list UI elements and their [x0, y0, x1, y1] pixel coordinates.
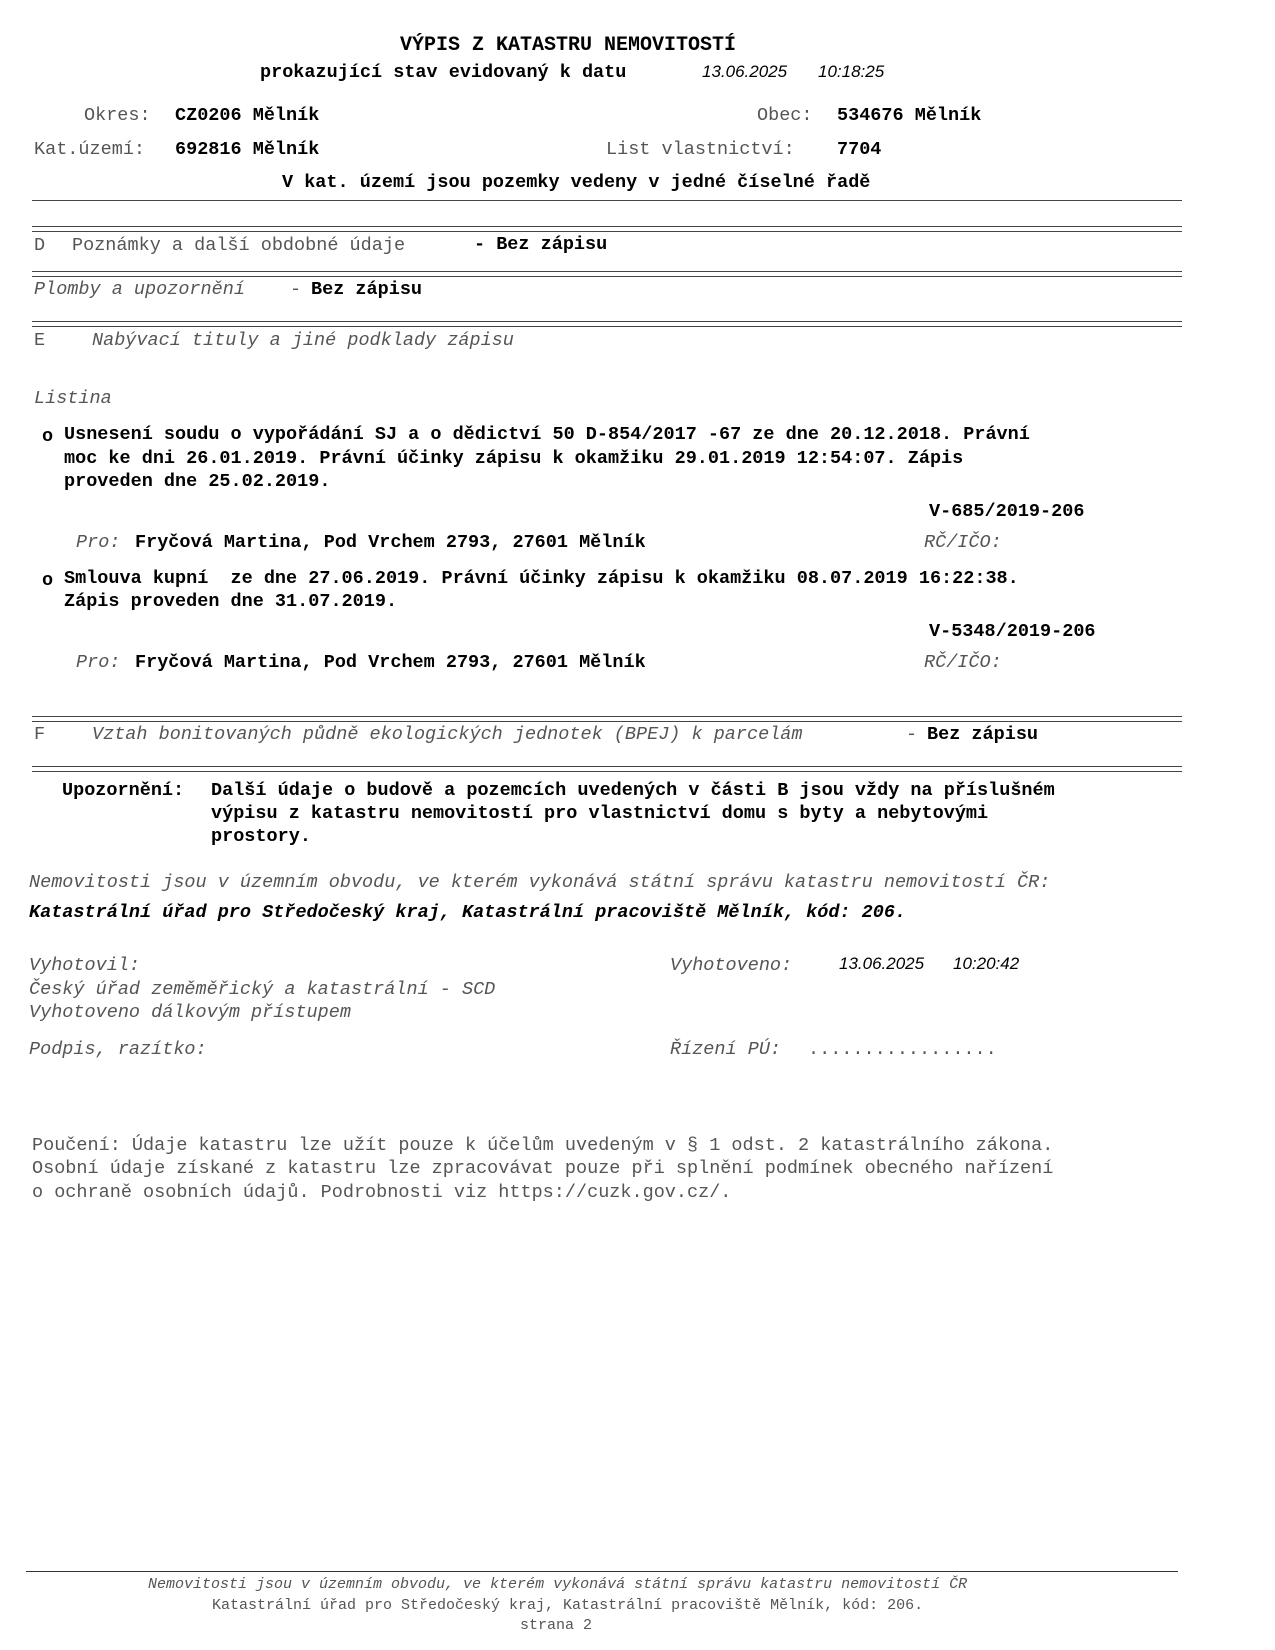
list-item-line: moc ke dni 26.01.2019. Právní účinky zápisu k okamžiku 29.01.2019 12:54:07. Zápis — [64, 448, 964, 469]
section-f-title: Vztah bonitovaných půdně ekologických jednotek (BPEJ) k parcelám — [92, 724, 803, 745]
section-d-title: Poznámky a další obdobné údaje — [72, 235, 406, 256]
vyhotoveno-time: 10:20:42 — [953, 954, 1020, 973]
vyhotoveno-date: 13.06.2025 — [839, 954, 925, 973]
section-d-value: - Bez zápisu — [474, 234, 608, 255]
lv-label: List vlastnictví: — [606, 139, 795, 160]
list-item-line: proveden dne 25.02.2019. — [64, 471, 331, 492]
pouceni-line: Poučení: Údaje katastru lze užít pouze k účelům uvedeným v § 1 odst. 2 katastrálního zákona. — [32, 1135, 1054, 1156]
plomby-title: Plomby a upozornění — [34, 279, 245, 300]
page-title: VÝPIS Z KATASTRU NEMOVITOSTÍ — [400, 34, 737, 57]
section-f-dash: - — [906, 724, 918, 745]
section-e-title: Nabývací tituly a jiné podklady zápisu — [92, 330, 514, 351]
vyhotoveno-label: Vyhotoveno: — [670, 955, 793, 976]
vyhotovil-method: Vyhotoveno dálkovým přístupem — [29, 1002, 351, 1023]
list-item-bullet: o — [42, 426, 54, 447]
section-d-letter: D — [34, 235, 46, 256]
pouceni-line: Osobní údaje získané z katastru lze zpracovávat pouze při splnění podmínek obecného nařízení — [32, 1158, 1054, 1179]
plomby-dash: - — [290, 279, 302, 300]
pro-label: Pro: — [76, 652, 121, 673]
section-divider — [32, 271, 1182, 277]
rizeni-value: ................. — [808, 1039, 997, 1060]
status-time: 10:18:25 — [818, 62, 885, 81]
pro-label: Pro: — [76, 532, 121, 553]
obvod-office: Katastrální úřad pro Středočeský kraj, Katastrální pracoviště Mělník, kód: 206. — [29, 902, 907, 923]
okres-value: CZ0206 Mělník — [175, 105, 320, 126]
pouceni-line: o ochraně osobních údajů. Podrobnosti viz https://cuzk.gov.cz/. — [32, 1182, 732, 1203]
rc-label: RČ/IČO: — [924, 532, 1002, 553]
footer-divider — [26, 1571, 1178, 1572]
katuzemi-value: 692816 Mělník — [175, 139, 320, 160]
vyhotovil-org: Český úřad zeměměřický a katastrální - SCD — [29, 979, 496, 1000]
page-number: strana 2 — [520, 1617, 593, 1634]
pro-value: Fryčová Martina, Pod Vrchem 2793, 27601 Mělník — [135, 532, 646, 553]
upozorneni-line: prostory. — [211, 826, 311, 847]
status-date: 13.06.2025 — [702, 62, 788, 81]
katuzemi-label: Kat.území: — [34, 139, 146, 160]
listina-label: Listina — [34, 388, 112, 409]
rizeni-label: Řízení PÚ: — [670, 1039, 782, 1060]
okres-label: Okres: — [84, 105, 151, 126]
rada-note: V kat. území jsou pozemky vedeny v jedné číselné řadě — [282, 172, 871, 193]
list-item-line: Smlouva kupní ze dne 27.06.2019. Právní účinky zápisu k okamžiku 08.07.2019 16:22:38. — [64, 568, 1019, 589]
list-item-line: Usnesení soudu o vypořádání SJ a o dědictví 50 D-854/2017 -67 ze dne 20.12.2018. Právní — [64, 424, 1030, 445]
upozorneni-line: Další údaje o budově a pozemcích uvedených v části B jsou vždy na příslušném — [211, 780, 1055, 801]
list-item-ref: V-685/2019-206 — [929, 501, 1085, 522]
obec-label: Obec: — [757, 105, 813, 126]
section-e-letter: E — [34, 330, 46, 351]
list-item-bullet: o — [42, 570, 54, 591]
page-subtitle: prokazující stav evidovaný k datu — [260, 62, 627, 83]
obec-value: 534676 Mělník — [837, 105, 982, 126]
list-item-ref: V-5348/2019-206 — [929, 621, 1096, 642]
upozorneni-line: výpisu z katastru nemovitostí pro vlastnictví domu s byty a nebytovými — [211, 803, 989, 824]
vyhotovil-label: Vyhotovil: — [29, 955, 141, 976]
obvod-line: Nemovitosti jsou v územním obvodu, ve kterém vykonává státní správu katastru nemovitostí ČR: — [29, 872, 1051, 893]
list-item-line: Zápis proveden dne 31.07.2019. — [64, 591, 398, 612]
section-f-letter: F — [34, 724, 46, 745]
pro-value: Fryčová Martina, Pod Vrchem 2793, 27601 Mělník — [135, 652, 646, 673]
podpis-label: Podpis, razítko: — [29, 1039, 207, 1060]
footer-line: Katastrální úřad pro Středočeský kraj, Katastrální pracoviště Mělník, kód: 206. — [212, 1597, 924, 1614]
section-divider — [32, 321, 1182, 327]
section-f-value: Bez zápisu — [927, 724, 1039, 745]
section-divider — [32, 766, 1182, 772]
upozorneni-label: Upozornění: — [62, 780, 185, 801]
footer-line: Nemovitosti jsou v územním obvodu, ve kterém vykonává státní správu katastru nemovitostí ČR — [148, 1576, 968, 1593]
rc-label: RČ/IČO: — [924, 652, 1002, 673]
section-divider — [32, 716, 1182, 722]
plomby-value: Bez zápisu — [311, 279, 423, 300]
divider — [32, 200, 1182, 201]
section-divider — [32, 226, 1182, 232]
lv-value: 7704 — [837, 139, 882, 160]
